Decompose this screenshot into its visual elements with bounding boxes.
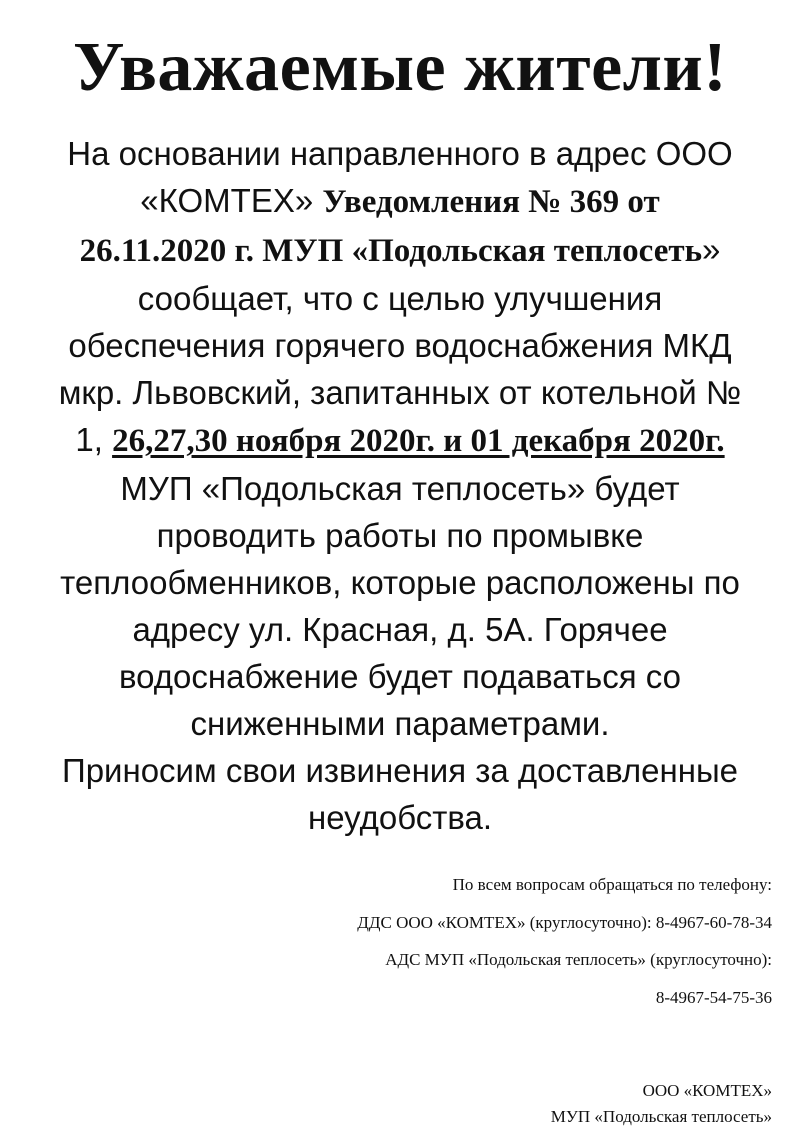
body-line: теплообменников, которые расположены по [60, 564, 740, 601]
body-line: На основании направленного в адрес ООО [67, 135, 733, 172]
body-line: Приносим свои извинения за доставленные [61, 752, 739, 789]
body-line: сниженными параметрами. [190, 705, 610, 742]
signature-block [372, 1078, 772, 1130]
body-line: неудобства. [307, 799, 493, 836]
body-line: адресу ул. Красная, д. 5А. Горячее [132, 611, 668, 648]
notification-date-org-bold: 26.11.2020 г. МУП «Подольская теплосеть [79, 233, 703, 269]
body-line: мкр. Львовский, запитанных от котельной № [58, 374, 742, 411]
body-line [22, 177, 778, 226]
contacts-heading: По всем вопросам обращаться по телефону: [452, 875, 772, 894]
work-dates-bold-underlined: 26,27,30 ноября 2020г. и 01 декабря 2020г. [112, 423, 725, 459]
signature-komteh: ООО «КОМТЕХ» [642, 1081, 772, 1100]
body-line: МУП «Подольская теплосеть» будет [120, 470, 680, 507]
body-line: обеспечения горячего водоснабжения МКД [68, 327, 732, 364]
body-line: водоснабжение будет подаваться со [119, 658, 681, 695]
body-line [22, 416, 778, 465]
contacts-block [172, 866, 772, 1016]
contact-ads-label: АДС МУП «Подольская теплосеть» (круглосуточно): [385, 950, 772, 969]
body-line: проводить работы по промывке [156, 517, 644, 554]
body-line [22, 226, 778, 275]
contact-phone-komteh: ДДС ООО «КОМТЕХ» (круглосуточно): 8-4967-60-78-34 [357, 912, 772, 932]
notice-body [22, 130, 778, 841]
body-text-plain: 1, [75, 421, 113, 458]
body-text-plain: » [702, 231, 721, 268]
notification-reference-bold: Уведомления № 369 от [322, 184, 660, 220]
body-text-plain: «КОМТЕХ» [140, 182, 323, 219]
contact-phone-teploset: 8-4967-54-75-36 [655, 987, 772, 1007]
body-line: сообщает, что с целью улучшения [137, 280, 663, 317]
signature-teploset: МУП «Подольская теплосеть» [550, 1107, 772, 1126]
notice-title: Уважаемые жители! [72, 29, 728, 106]
